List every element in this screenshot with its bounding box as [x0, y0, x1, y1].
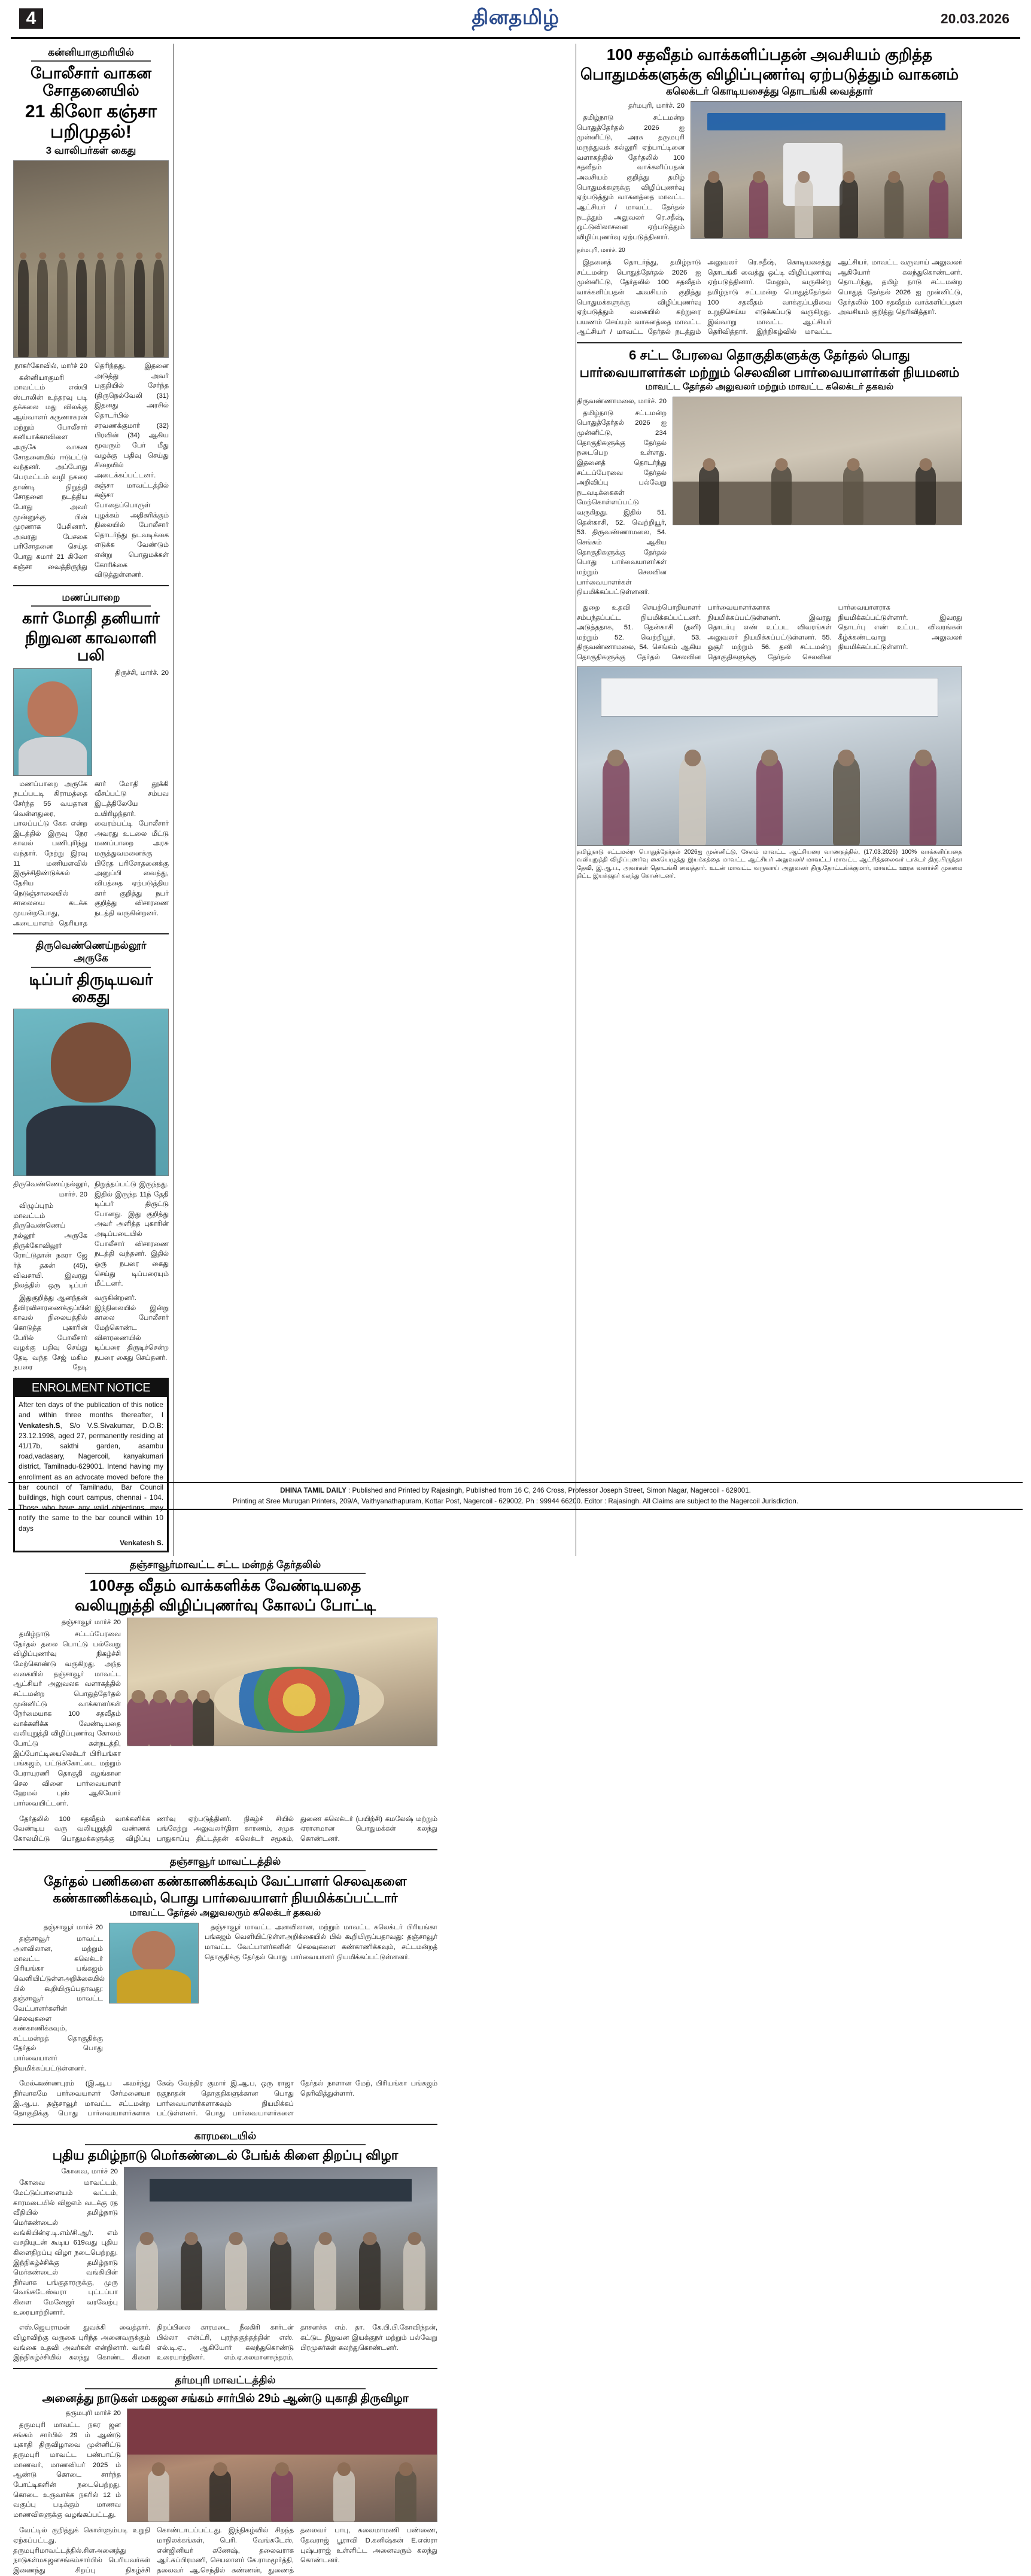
enrolment-notice-signature: Venkatesh S. — [120, 1538, 163, 1547]
enrolment-notice-name: Venkatesh.S — [19, 1421, 60, 1430]
article-sangam-lead — [13, 2408, 121, 2522]
article-rangoli-photo — [127, 1618, 437, 1746]
enrolment-notice-text-1: After ten days of the publication of this notice and within three months thereafter, I — [19, 1400, 163, 1420]
article-tipper-body2-wrap — [13, 1293, 169, 1373]
article-rangoli — [13, 1558, 437, 1845]
article-ganja-body — [13, 361, 169, 580]
article-car-headline-2: நிறுவன காவலாளி பலி — [25, 629, 157, 665]
article-sangam-text-2: வேட்டில் குறித்துக் கொள்ளும்படி உறுதி ஏற்கப்பட்டது. தருமபுரிமாவட்டத்தில்.சிளஅனைத்து நாடுகள்மகஜனசங்கம்சார்பில் பெரியவர்கள் இணைந்து சிறப்பு நிகழ்ச்சி கொண்டாடப்பட்டது. இந்நிகழ்வில் சிறந்த மாநிலக்கங்கள், பெரி. வேங்கடேஸ், என்ஜினியர் கணேஷ், தலைவராக ஆர்.சுப்பிரமணி, செயலாளர் கே.ராமமூர்த்தி, தலைவர் ஆ.செந்தில் கண்ணன், துணைத் தலைவர் பாபு, கலைமாமணி பண்ணை, தேவராஜ் பூராவி D.கனிஷ்கன் E.எஸ்ரா புஷ்பராஜ் உள்ளிட்ட அனைவரும் கலந்து கொண்டனர். — [13, 2527, 437, 2575]
article-ganja — [13, 46, 169, 580]
article-bank-photo — [124, 2167, 437, 2310]
article-observer-woman-headline-1: தேர்தல் பணிகளை கண்காணிக்கவும் வேட்பாளர் செலவுகளை — [44, 1873, 407, 1889]
article-rangoli-body — [13, 1814, 437, 1845]
article-observer-woman — [13, 1855, 437, 2118]
article-car-portrait-photo — [13, 668, 92, 776]
article-bank-text-1: கோவை மாவட்டம், மேட்டுப்பாளையம் வட்டம், காரமடையில் விஐஎம் வடக்கு ரத வீதியில் தமிழ்நாடு மெர்கண்டைல் வங்கியின்ஏ.டி.எம்/சி.ஆர். எம் வசதியுடன் கூடிய 619வது புதிய கிளைதிறப்பு விழா நடைபெற்றது. இந்நிகழ்ச்சிக்கு தமிழ்நாடு மெர்கண்டைல் வங்கியின் நிர்வாக பங்குதாரருக்கு, முரு வெங்கடேஸ்வரா புட்டப்பா கிளை மேனேஜர் வரவேற்பு உரையாற்றினார். — [13, 2179, 118, 2316]
article-car-text: மணப்பாறை அருகே நடப்படடி கிராமத்தை சேர்ந்த 55 வயதான வெள்ளதுரை, பாலப்பட்டு கேசு என்ற இடத்தில் இருவு நேர காவல் பணிபுரிந்து வந்தார். நேற்று இரவு 11 மணியளவில் இருச்சிதிண்டுக்கல் தேசிய நெடுஞ்சாலையில் சாலையை கடக்க முயன்றபோது, அடையாளம் தெரியாத கார் மோதி தூக்கி வீசப்பட்டு சம்பவ இடத்திலேயே உயிரிழந்தார். வைரம்பட்டி போலீசார் அவரது உடலை மீட்டு மணப்பாறை அரசு மருத்துவமனைக்கு பிரேத பரிசோதனைக்கு அனுப்பி வைத்து, விபத்தை ஏற்படுத்திய கார் குறித்து நபர் குறித்து விசாரணை நடத்தி வருகின்றனர். — [13, 780, 169, 927]
article-sangam-dateline: தருமபுரி மார்ச் 20 — [65, 2410, 121, 2417]
footer-brand: DHINA TAMIL DAILY — [280, 1487, 346, 1495]
article-rangoli-kicker: தஞ்சாவூர்மாவட்ட சட்ட மன்றத் தேர்தலில் — [85, 1558, 366, 1574]
article-ganja-subhead: 3 வாலிபர்கள் கைது — [45, 144, 136, 156]
article-observer-woman-headline-2: கண்காணிக்கவும், பொது பார்வையாளர் நியமிக்கப்பட்டார் — [53, 1890, 398, 1906]
article-tipper-text-2: இதுகுறித்து ஆனந்தன் தீவிரவிசாரணைக்குப்பின் காவல் நிலையத்தில் கொடுத்த புகாரின் பேரில் போலீசார் வழக்கு பதிவு செய்து தேடி வந்த சேஜ் மகிம நபரை தேடி வருகின்றனர். இந்நிலையில் இன்று காலை போலீசார் மேற்கொண்ட விசாரணையில் டிப்பரை திருடிச்சென்ற நபரை கைது செய்தனர். — [13, 1294, 169, 1372]
article-observers-photo — [673, 397, 962, 525]
article-observer-woman-kicker: தஞ்சாவூர் மாவட்டத்தில் — [85, 1855, 366, 1871]
article-rangoli-dateline: தஞ்சாவூர் மார்ச் 20 — [61, 1619, 121, 1627]
article-tipper-headline: டிப்பர் திருடியவர் கைது — [29, 970, 153, 1006]
article-observers-headline-2: பார்வையாளர்கள் மற்றும் செலவின பார்வையாளர்கள் நியமனம் — [579, 364, 960, 380]
article-rangoli-text-1: தமிழ்நாடு சட்டப்பேரவை தேர்தல் தலை பொட்டு பல்வேறு விழிப்புணர்வு நிகழ்ச்சி மேற்கொண்டு வருகிறது. அந்த வகையில் தஞ்சாவூர் மாவட்ட ஆட்சியர் அலுவலக வளாகத்தில் சட்டமன்ற பொதுத்தேர்தல் முன்னிட்டு வாக்காளர்கள் நேர்மையாக 100 சதவீதம் வாக்களிக்க வேண்டியதை வலியுறுத்தி விழிப்புணர்வு கோலம் போட்டு கள்நடத்தி, இப்போட்டியைலெக்டர் பிரியங்கா பங்கஜம், பட்டுக்கோட்டை மற்றும் பேராயுரணி தொகுதி கழங்கான செல வினை பார்வையாளர் ஹேமல் புஸ் ஆகியோர் பார்வையிட்டனர். — [13, 1631, 121, 1807]
article-observers-headline-1: 6 சட்ட பேரவை தொகுதிகளுக்கு தேர்தல் பொது — [629, 348, 910, 363]
article-observer-woman-side — [205, 1923, 437, 2076]
enrolment-notice-title: ENROLMENT NOTICE — [15, 1380, 167, 1397]
article-awareness-headline-1: 100 சதவீதம் வாக்களிப்பதன் அவசியம் குறித்த — [606, 45, 933, 63]
article-bank-body — [13, 2323, 437, 2363]
article-ganja-text: கன்னியாகுமரி மாவட்டம் எஸ்பி ஸ்டாலின் உத்தரவு படி தக்கலை மது விலக்கு ஆய்வாளர் கருணாகரன் மற்றும் போலீசார் கனியாக்காவிளை அருகே வாகன சோதனையில் ஈடுபட்டு வந்தனர். அப்போது பெரமட்டம் வழி நகரை தாண்டி நிறுத்தி சோதனை நடத்திய போது அவர் முன்னுக்கு பின் முரணாக பேசினார். அவரது பேசகை பரிசோதனை செய்த போது கமார் 21 கிலோ கஞ்சா வைத்திருந்து தெரிந்தது. இதனை அடுத்து அவர் பகுதியில் சேர்ந்த (திருநெல்வேலி (31) இதனது அரசில் தொடர்பில் சரவணக்குமார் (32) பிரவின் (34) ஆகிய மூவரும் பேர் மீது வழக்கு பதிவு செய்து சிறையில் அடைக்கப்பட்டனர். கஞ்சா மாவட்டத்தில் கஞ்சா போதைப்பொருள் புழக்கம் அதிகரிக்கும் நிலையில் போலீசார் தொடர்ந்து நடவடிக்கை எடுக்க வேண்டும் என்று பொதுமக்கள் கோரிக்கை விடுத்துள்ளனர். — [13, 362, 169, 579]
article-observer-woman-photo — [109, 1923, 199, 2003]
article-observers-subhead: மாவட்ட தேர்தல் அலுவலர் மற்றும் மாவட்ட கலெக்டர் தகவல் — [645, 382, 894, 392]
article-tipper-dateline: திருவெண்ணெய்நல்லூர், மார்ச். 20 — [13, 1180, 90, 1198]
article-rangoli-text-2: தேர்தலில் 100 சதவீதம் வாக்களிக்க வேண்டிய வரு வலியுறுத்தி வண்ணக் கோலமிட்டு பொதுமக்களுக்கு விழிப்பு ணர்வு ஏற்படுத்தினர். நிகழ்ச் சியில் பங்கேற்று அலுவலர்/திரா காரணம், சமுக பாதுகாப்பு திட்டத்தன் கலெக்டர் சமூகம், துணை கலெக்டர் (பயிற்சி) கமலேஷ் மற்றும் ஏராளமான பொதுமக்கள் கலந்து கொண்டனர். — [13, 1815, 437, 1843]
column-right — [8, 1556, 442, 2576]
masthead-date: 20.03.2026 — [940, 10, 1009, 26]
footer-publish-info: : Published and Printed by Rajasingh, Published from 16 C, 246 Cross, Professor Joseph Street, Simon Nagar, Nagercoil - 629001. — [346, 1487, 751, 1495]
article-observer-woman-dateline: தஞ்சாவூர் மார்ச் 20 — [43, 1923, 103, 1931]
article-sangam-photo — [127, 2408, 437, 2522]
article-ganja-headline-2: 21 கிலோ கஞ்சா பறிமுதல்! — [25, 102, 157, 142]
article-observers-text-2: துறை உதவி செயற்பொறியாளர் சம்பந்தப்பட்ட நியமிக்கப்பட்டனர். அடுத்ததாக, 51. தென்காசி (தனி) மற்றும் 52. வெற்றியூர், 53. திருவண்ணாமலை, 54. செங்கம் ஆகிய தொகுதிகளுக்கு தேர்தல் செலவின பார்வையாளர்களாக நியமிக்கப்பட்டுள்ளனர். இவரது தொடர்பு எண் உட்பட விவரங்கள் அலுவலர் நியமிக்கப்பட்டுள்ளனர். 55. ஓசூர் மற்றும் 56. தனி சட்டமன்ற தொகுதிகளுக்கு தேர்தல் செலவின பார்வையாளராக நியமிக்கப்பட்டுள்ளார். இவரது தொடர்பு எண் உட்பட விவரங்கள் கீழ்க்கண்டவாறு அலுவலர் நியமிக்கப்பட்டுள்ளார். — [577, 604, 962, 662]
article-sangam-text-1: தருமபுரி மாவட்ட நகர ஜன சங்கம் சார்பில் 29 ம் ஆண்டு யுகாதி திருவிழாவை முன்னிட்டு தருமபுரி மாவட்ட பண்பாட்டு மாணவர், மாணவியர் 2025 ம் ஆண்டு கொடை சார்ந்த போட்டிகளின் நடைபெற்றது. கொடை உருவாக்க நகரில் 12 ம் வகுப்பு படிக்கும் மாணவ மாணவிகளுக்கு வழங்கப்பட்டது. — [13, 2422, 121, 2519]
article-observer-woman-lead — [13, 1923, 103, 2076]
article-sangam-kicker: தர்மபுரி மாவட்டத்தில் — [85, 2374, 366, 2389]
article-tipper-kicker: திருவெண்ணெய்நல்லூர் அருகே — [31, 939, 151, 968]
article-bank-kicker: காரமடையில் — [85, 2130, 366, 2145]
article-awareness-subhead: கலெக்டர் கொடியசைத்து தொடங்கி வைத்தார் — [666, 86, 873, 98]
article-sweep-photo — [577, 666, 962, 846]
article-ganja-kicker: கன்னியாகுமரியில் — [31, 46, 151, 62]
article-rangoli-lead — [13, 1618, 121, 1810]
footer-line-1 — [13, 1485, 1018, 1496]
page-number: 4 — [19, 8, 43, 29]
masthead-title: தினதமிழ் — [472, 5, 559, 29]
article-car-accident — [13, 591, 169, 928]
page-grid — [8, 39, 1023, 2576]
article-observer-woman-body — [13, 2079, 437, 2119]
article-sweep-caption: தமிழ்நாடு சட்டமன்ற பொதுத்தேர்தல் 2026ஐ முன்னிட்டு, சேலம் மாவட்ட ஆட்சியரை வாணதத்தில், (17.03.2026) 100% வாக்களிப்பதை வலியுறுத்தி விழிப்புணர்வு கையெழுத்து இயக்கத்தை மாவட்ட ஆட்சியர் அலுவலர்/ மாவட்ட/ மாவட்ட ஆட்சித்தலைவர் டாக்டர் திரு.பிருந்தா தேவி, இ.ஆ.ப., அவர்கள் தொடங்கி வைத்தார். உடன் மாவட்ட வருவாய் அலுவலர் திரு.தோட்டங்க்குமார், மாவட்ட ஊரக வளர்ச்சி முகமை திட்ட இயக்குநர் கலந்து கொண்டனர். — [577, 848, 962, 880]
article-bank-headline: புதிய தமிழ்நாடு மெர்கண்டைல் பேங்க் கிளை திறப்பு விழா — [52, 2148, 399, 2163]
article-tipper — [13, 939, 169, 1373]
article-car-headline-1: கார் மோதி தனியார் — [22, 609, 160, 628]
article-bank — [13, 2130, 437, 2363]
article-rangoli-headline-1: 100சத வீதம் வாக்களிக்க வேண்டியதை — [89, 1576, 361, 1595]
article-car-dateline: திருச்சி, மார்ச். 20 — [115, 669, 169, 677]
article-ganja-headline-1: போலீசார் வாகன சோதனையில் — [30, 64, 152, 100]
article-bank-lead — [13, 2167, 118, 2320]
article-car-dateline-block — [97, 668, 169, 776]
article-observer-woman-text-1: தஞ்சாவூர் மாவட்ட அளவிலான, மற்றும் மாவட்ட கலெக்டர் பிரியங்கா பங்கஜம் வெளியிட்டுள்ளஅறிக்கையில் பில் கூறியிருப்பதாவது: தஞ்சாவூர் மாவட்ட வேட்பாளர்களின் செலவுகளை கண்காணிக்கவும், சட்டமன்றத் தொகுதிக்கு தேர்தல் பொது பார்வையாளர் நியமிக்கப்பட்டுள்ளனர். — [13, 1935, 105, 2072]
enrolment-notice-text-2: , S/o V.S.Sivakumar, D.O.B: 23.12.1998, aged 27, permanently residing at 41/17b, sakthi garden, asambu road,vadasary, Nagercoil, kanyakumari district, Tamilnadu-629001. Intend having my enrollment as an advocate moved before the bar council of Tamilnadu, Bar Council buildings, high court campus, chennai - 104. Those who have any valid objections, may notify the same to the bar council within 10 days — [19, 1421, 163, 1533]
article-awareness-photo — [691, 101, 962, 239]
article-awareness-text-1: தமிழ்நாடு சட்டமன்ற பொதுத்தேர்தல் 2026 ஐ முன்னிட்டு, அரசு தருமபுரி மருத்துவக் கல்லூரி ஏற்பாட்டினை வளாகத்தில் தேர்தலில் 100 சதவீதம் வாக்களிப்பதன் அவசியம் குறித்து தமிழ் பொதுமக்களுக்கு விழிப்புணர்வு ஏற்படுத்தும் வாகனத்தை மாவட்ட ஆட்சியர் / மாவட்ட தேர்தல் நடத்தும் அலுவலர் ரெ.சதீஷ், ஒட்டுவிலாசனை ஏற்படுத்தும் விழிப்புணர்வு ஏற்படுத்தினார். — [577, 114, 685, 241]
article-sangam-headline: அனைத்து நாடுகள் மகஜன சங்கம் சார்பில் 29ம் ஆண்டு யுகாதி திருவிழா — [42, 2392, 409, 2406]
article-observer-woman-text-2: மேல்அண்ணபுரம் (இ.ஆ.ப அமர்ந்து நிர்வாகமே பார்வையாளர் சேர்மனையா இ.ஆ.ப. தஞ்சாவூர் மாவட்ட சட்டமன்ற தொகுதிக்கு பொது பார்வையாளர்களாக கேஷ் வேந்திர குமார் இ.ஆ.ப, ஒரு ராஜா ரகுநாதன் தொகுதிகளுக்கான பொது பார்வையாளர்களாகவும் நியமிக்கப் பட்டுள்ளனர். பொது பார்வையாளர்களை தேர்தல் நாளான மேற், பிரியங்கா பங்கஜம் தெரிவித்துள்ளார். — [13, 2080, 437, 2118]
article-car-kicker: மணப்பாறை — [31, 591, 151, 607]
enrolment-notice — [13, 1378, 169, 1552]
article-tipper-body — [13, 1180, 169, 1291]
masthead — [8, 0, 1023, 37]
footer — [8, 1482, 1023, 1510]
column-left — [8, 44, 174, 1556]
article-bank-text-2: எஸ்.ஜெயராமன் துவக்கி வைத்தார். விழாவிற்கு வருகை புரிந்த அனைவருக்கும் வங்கை உதவி அவர்கள் என்றினார். வங்கி இந்நிகழ்ச்சியில் கலந்து கொண்ட கிளை திறப்பிலை காரமடை நீலகிரி கார்டன் பில்லா என்ட்ரி, புரந்தகுத்தத்தின் எஸ். எல்.டி.ஏ., ஆகியோர் கலந்துகொண்டு உரையாற்றினர். எம்.ஏ.கலமானசுந்தரம், தாசனச்சு எம். தா. கே.பி.பி.கோவிந்தன், கட்டுட நிறுவன இயக்குநர் மற்றும் பல்வேறு பிரமுகர்கள் கலந்துகொண்டனர். — [13, 2324, 437, 2362]
article-awareness-dateline: தர்மபுரி, மார்ச். 20 — [628, 102, 685, 110]
article-ganja-photo — [13, 160, 169, 358]
footer-line-2: Printing at Sree Murugan Printers, 209/A, Vaithyanathapuram, Kottar Post, Nagercoil - 629002. Ph : 99944 66200. Editor : Rajasingh. All Claims are subject to the Nagercoil Jurisdiction. — [232, 1497, 799, 1505]
article-rangoli-headline-2: வலியுறுத்தி விழிப்புணர்வு கோலப் போட்டி — [74, 1596, 376, 1615]
article-car-body — [13, 780, 169, 929]
enrolment-notice-body — [15, 1397, 167, 1537]
article-awareness-text-2: இதனைத் தொடர்ந்து, தமிழ்நாடு சட்டமன்ற பொதுத்தேர்தல் 2026 ஐ முன்னிட்டு, தேர்தலில் 100 சதவீதம் வாக்களிப்பதன் அவசியம் குறித்து பொதுமக்களுக்கு விழிப்புணர்வு ஏற்படுத்தும் வகையில் கற்றுரை பயணம் செய்யும் வாகனத்தை மாவட்ட ஆட்சியர் / மாவட்ட தேர்தல் நடத்தும் அலுவலர் ரெ.சதீஷ், கொடியசைத்து தொடங்கி வைத்து ஒட்டி விழிப்புணர்வு ஏற்படுத்தினார். மேலும், வருகின்ற தமிழ்நாடு சட்டமன்ற பொதுத்தேர்தல் 100 சதவீதம் வாக்குப்பதிவை உறுதிசெய்ய எடுக்கப்படு வருகிறது. இவ்வாறு மாவட்ட ஆட்சியர் தெரிவித்தார். இந்நிகழ்வில் மாவட்ட ஆட்சியர், மாவட்ட வருவாய் அலுவலர் ஆகியோர் கலந்துகொண்டனர். தொடர்ந்து, தமிழ் நாடு சட்டமன்ற பொதுத் தேர்தல் 2026 ஐ முன்னிட்டு, தேர்தலில் 100 சதவீதம் வாக்களிப்பதன் அவசியம் குறித்து தெரிவித்தார். — [577, 258, 962, 336]
article-ganja-dateline: நாகர்கோவில், மார்ச் 20 — [14, 362, 87, 370]
article-observers-dateline: திருவண்ணாமலை, மார்ச். 20 — [577, 398, 667, 406]
article-bank-dateline: கோவை, மார்ச் 20 — [61, 2167, 118, 2175]
article-sangam-body — [13, 2526, 437, 2575]
article-sangam — [13, 2374, 437, 2576]
article-awareness-caption: தர்மபுரி, மார்ச். 20 — [577, 247, 625, 254]
article-observer-woman-subhead: மாவட்ட தேர்தல் அலுவலரும் கலெக்டர் தகவல் — [129, 1907, 321, 1918]
article-awareness-headline-2: பொதுமக்களுக்கு விழிப்புணர்வு ஏற்படுத்தும் வாகனம் — [580, 65, 959, 84]
article-observers-text-1: தமிழ்நாடு சட்டமன்ற பொதுத்தேர்தல் 2026 ஐ முன்னிட்டு, 234 தொகுதிகளுக்கு தேர்தல் நடைபெற உள்ளது. இதனைத் தொடர்ந்து சட்டப்பேரவை தேர்தல் அறிவிப்பு பல்வேறு நடவடிக்கைகள் மேற்கொள்ளப்பட்டு வருகிறது. இதில் 51. தென்காசி, 52. வெற்றியூர், 53. திருவண்ணாமலை, 54. செங்கம் ஆகிய தொகுதிகளுக்கு தேர்தல் பொது பார்வையாளர்கள் மற்றும் செலவின பார்வையாளர்கள் நியமிக்கப்பட்டுள்ளனர். — [577, 409, 667, 596]
article-observer-woman-text-side: தஞ்சாவூர் மாவட்ட அளவிலான, மற்றும் மாவட்ட கலெக்டர் பிரியங்கா பங்கஜம் வெளியிட்டுள்ளஅறிக்கையில் பில் கூறியிருப்பதாவது: தஞ்சாவூர் மாவட்ட வேட்பாளர்களின் செலவுகளை கண்காணிக்கவும், சட்டமன்றத் தொகுதிக்கு தேர்தல் பொது பார்வையாளர் நியமிக்கப்பட்டுள்ளனர். — [205, 1923, 437, 1961]
article-tipper-photo — [13, 1009, 169, 1176]
article-tipper-text: விழுப்புரம் மாவட்டம் திருவெண்ணெய் நல்லூர் அருகே திருக்கோவிலூர் ரோட்டுதான் நகரா ஜே ர்த் தகன் (45), விவசாயி. இவரது நிலத்தில் ஒரு டிப்பர் நிறுத்தப்பட்டு இருந்தது. இதில் இருந்த 11ந் தேதி டிப்பர் திருட்டு போனது. இது குறித்து அவர் அளித்த புகாரின் அடிப்படையில் போலீசார் விசாரணை நடத்தி வந்தனர். இதில் ஒரு நபரை கைது செய்து டிப்பரையும் மீட்டனர். — [13, 1180, 169, 1290]
footer-wrap — [8, 1482, 1023, 1510]
